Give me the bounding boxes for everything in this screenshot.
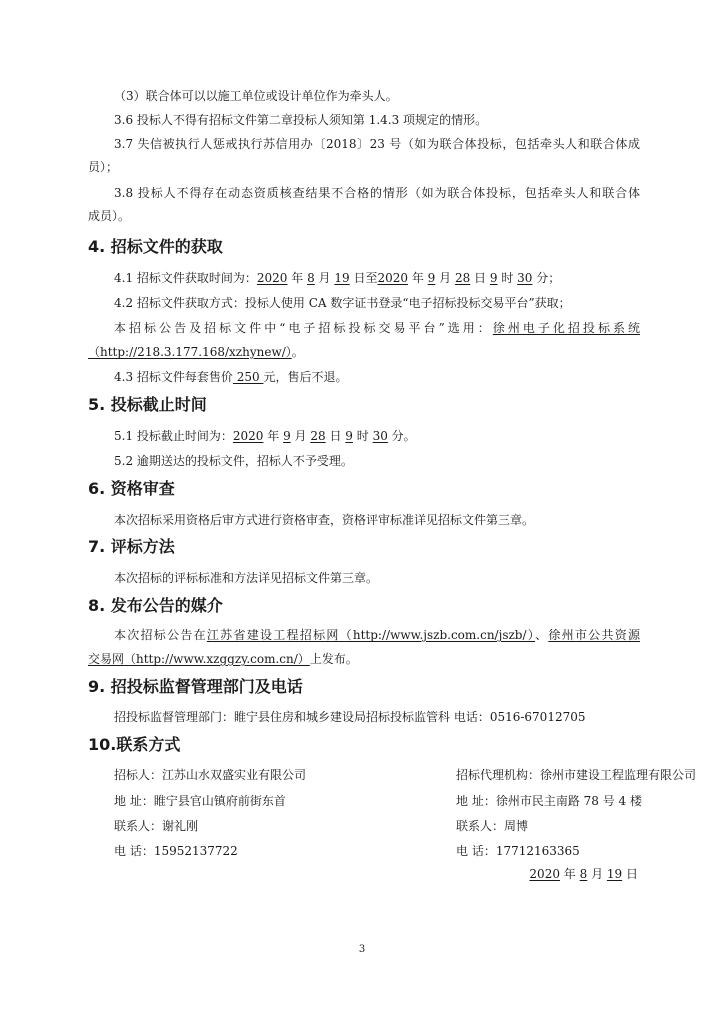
section-6-heading: 6. 资格审查 <box>88 479 175 498</box>
date-month: 9 <box>283 429 291 443</box>
item-4-3 <box>88 369 640 385</box>
contact-row-3 <box>88 818 640 834</box>
agent-contact: 联系人：周博 <box>456 819 529 833</box>
date-year: 2020 <box>529 867 560 881</box>
section-7-heading: 7. 评标方法 <box>88 537 175 556</box>
item-5-1 <box>88 428 640 444</box>
text: 时 <box>497 271 518 285</box>
contact-row-2 <box>88 793 640 809</box>
text: 分。 <box>387 429 416 443</box>
jszb-link[interactable]: 江苏省建设工程招标网（http://www.jszb.com.cn/jszb/） <box>206 628 536 642</box>
section-9-heading: 9. 招投标监督管理部门及电话 <box>88 677 303 696</box>
item-4-2-platform-line2 <box>88 344 640 360</box>
item-4-2-platform-line1 <box>88 320 640 336</box>
issue-date <box>529 866 638 882</box>
text: 年 <box>287 271 308 285</box>
text: 4.3 招标文件每套售价 <box>114 370 233 384</box>
agent-address: 地 址：徐州市民主南路 78 号 4 楼 <box>456 794 642 808</box>
item-4-1 <box>88 270 640 286</box>
xzggzy-link[interactable]: 徐州市公共资源 <box>548 628 640 642</box>
section-7-text: 本次招标的评标标准和方法详见招标文件第三章。 <box>114 571 379 585</box>
section-6-text: 本次招标采用资格后审方式进行资格审查，资格评审标准详见招标文件第三章。 <box>114 513 535 527</box>
agent-name: 招标代理机构：徐州市建设工程监理有限公司 <box>456 768 697 782</box>
price-value: 250 <box>232 370 264 384</box>
section-9-text: 招投标监督管理部门：睢宁县住房和城乡建设局招标投标监管科 电话：0516-67012705 <box>114 710 586 724</box>
text: 本招标公告及招标文件中“电子招标投标交易平台”选用： <box>114 321 493 335</box>
item-4-2: 4.2 招标文件获取方式：投标人使用 CA 数字证书登录“电子招标投标交易平台”获取； <box>114 296 571 310</box>
text: 年 <box>263 429 284 443</box>
agent-phone: 电 话：17712163365 <box>456 844 580 858</box>
text: 月 <box>587 867 607 881</box>
item-5-2: 5.2 逾期送达的投标文件，招标人不予受理。 <box>114 454 353 468</box>
item-3-7-line2: 员）； <box>88 160 119 174</box>
text: 时 <box>352 429 373 443</box>
xzggzy-url-link[interactable]: 交易网（http://www.xzggzy.com.cn/） <box>88 652 310 666</box>
section-10-heading: 10.联系方式 <box>88 735 181 754</box>
section-5-heading: 5. 投标截止时间 <box>88 395 207 414</box>
text: 年 <box>408 271 428 285</box>
text: 元，售后不退。 <box>263 370 348 384</box>
text: 月 <box>435 271 455 285</box>
text: 本次招标公告在 <box>114 628 207 642</box>
text: 分； <box>532 271 561 285</box>
section-8-line2 <box>88 651 640 667</box>
date-day: 19 <box>606 867 623 881</box>
text: 、 <box>535 628 549 642</box>
section-8-line1 <box>88 627 640 643</box>
item-3-6: 3.6 投标人不得有招标文件第二章投标人须知第 1.4.3 项规定的情形。 <box>114 113 488 127</box>
date-year: 2020 <box>377 271 409 285</box>
time-minute: 30 <box>372 429 388 443</box>
date-day: 19 <box>334 271 350 285</box>
date-day: 28 <box>310 429 326 443</box>
time-hour: 9 <box>345 429 353 443</box>
date-month: 8 <box>307 271 315 285</box>
text: 5.1 投标截止时间为： <box>114 429 233 443</box>
section-4-heading: 4. 招标文件的获取 <box>88 237 223 256</box>
tenderer-contact: 联系人：谢礼刚 <box>114 819 199 833</box>
text: 日 <box>622 867 638 881</box>
text: 日至 <box>349 271 378 285</box>
text: 月 <box>314 271 335 285</box>
platform-link[interactable]: 徐州电子化招投标系统 <box>492 321 640 335</box>
tenderer-address: 地 址：睢宁县官山镇府前街东首 <box>114 794 286 808</box>
page-number: 3 <box>358 944 366 955</box>
text: 上发布。 <box>309 652 358 666</box>
date-day: 28 <box>454 271 471 285</box>
tenderer-name: 招标人：江苏山水双盛实业有限公司 <box>114 768 307 782</box>
item-3-8-line2: 成员）。 <box>88 209 131 223</box>
time-minute: 30 <box>517 271 533 285</box>
section-8-heading: 8. 发布公告的媒介 <box>88 596 223 615</box>
item-3-8-line1: 3.8 投标人不得存在动态资质核查结果不合格的情形（如为联合体投标，包括牵头人和联合体 <box>114 186 640 200</box>
contact-row-1 <box>88 767 697 783</box>
text: 日 <box>470 271 490 285</box>
date-year: 2020 <box>232 429 264 443</box>
text: 。 <box>291 345 304 359</box>
date-year: 2020 <box>256 271 288 285</box>
text: 年 <box>559 867 580 881</box>
text: 月 <box>290 429 311 443</box>
date-month: 8 <box>579 867 588 881</box>
platform-url-link[interactable]: （http://218.3.177.168/xzhynew/） <box>88 345 292 359</box>
time-hour: 9 <box>489 271 498 285</box>
date-month: 9 <box>427 271 436 285</box>
text: 日 <box>325 429 346 443</box>
contact-row-4 <box>88 843 640 859</box>
tenderer-phone: 电 话：15952137722 <box>114 844 238 858</box>
item-3-7-line1: 3.7 失信被执行人惩戒执行苏信用办〔2018〕23 号（如为联合体投标，包括牵头人和联合体成 <box>114 137 640 151</box>
item-3-joint-lead: （3）联合体可以以施工单位或设计单位作为牵头人。 <box>114 89 398 103</box>
text: 4.1 招标文件获取时间为： <box>114 271 257 285</box>
